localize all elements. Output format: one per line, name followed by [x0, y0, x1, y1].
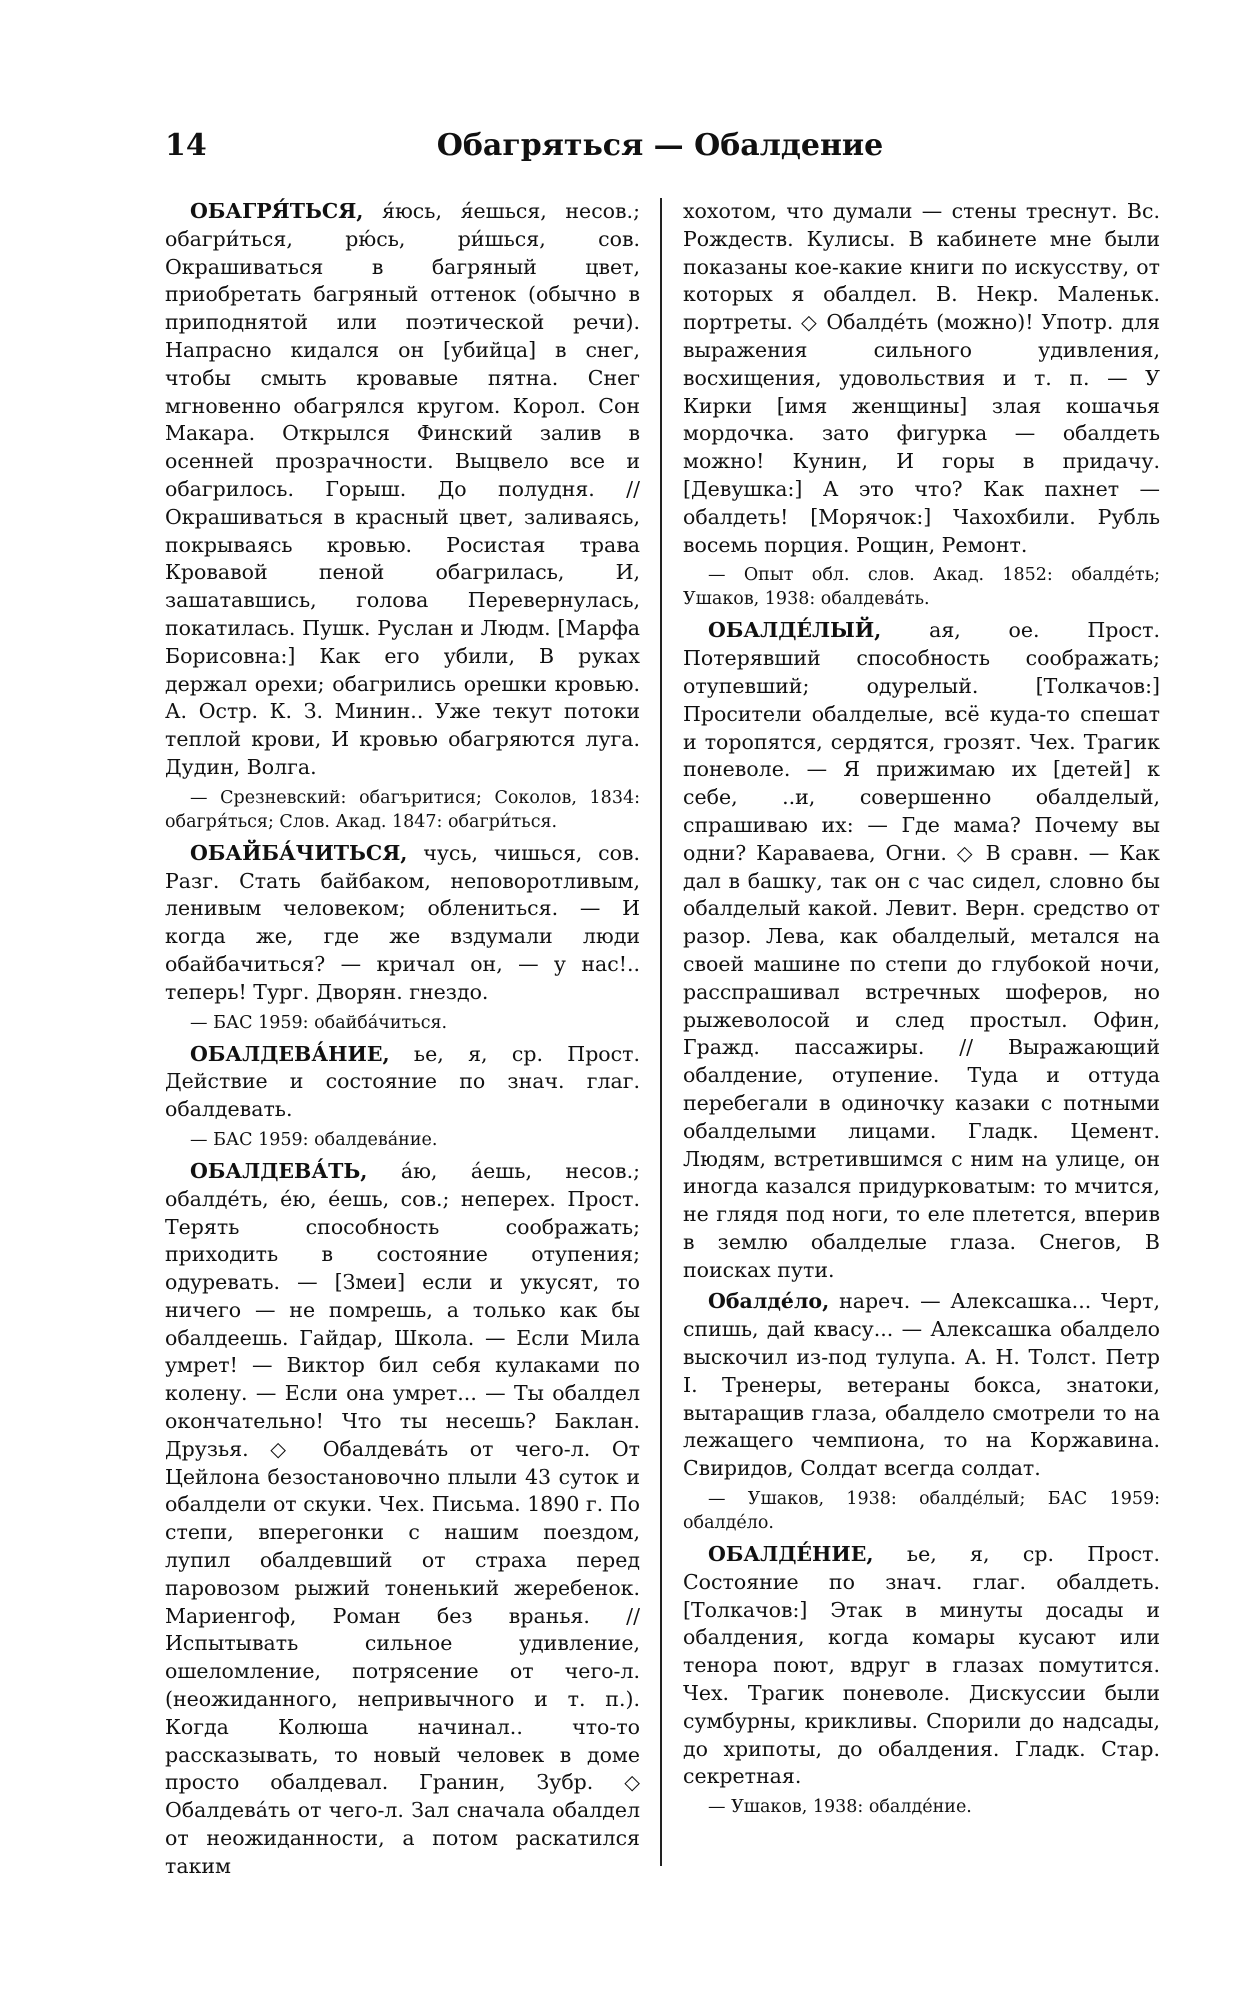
dictionary-entry: [165, 198, 640, 782]
etymology-note: — Срезневский: обагъритися; Соколов, 1834: обагря́ться; Слов. Акад. 1847: обагри́ться.: [165, 787, 640, 832]
dictionary-entry: [683, 1541, 1160, 1791]
headword: ОБАЛДЕ́ЛЫЙ,: [708, 618, 882, 643]
etymology-note: — БАС 1959: обайба́читься.: [190, 1012, 448, 1033]
headword: ОБАЛДЕ́НИЕ,: [708, 1542, 874, 1567]
page-header: [165, 128, 1155, 168]
etymology-note: — Опыт обл. слов. Акад. 1852: обалде́ть; Ушаков, 1938: обалдева́ть.: [683, 565, 1160, 610]
entry-text: чусь, чишься, сов. Разг. Стать байбаком, неповоротливым, ленивым человеком; облениться. — И когда же, где же вздумали люди обайбачиться? — кричал он, — у нас!.. теперь! Тург. Дворян. гнездо.: [165, 840, 640, 1004]
running-head: Обагряться — Обалдение: [436, 128, 884, 163]
entry-text: ье, я, ср. Прост. Действие и состояние по знач. глаг. обалдевать.: [165, 1041, 640, 1122]
column-divider: [660, 198, 662, 1866]
entry-text: а́ю, а́ешь, несов.; обалде́ть, е́ю, е́ешь, сов.; неперех. Прост. Терять способность соображать; приходить в состояние отупения; одуревать. — [Змеи] если и укусят, то ничего — не помрешь, а только как бы обалдеешь. Гайдар, Школа. — Если Мила умрет! — Виктор бил себя кулаками по колену. — Если она умрет... — Ты обалдел окончательно! Что ты несешь? Баклан. Друзья. ◇ Обалдева́ть от чего-л. От Цейлона безостановочно плыли 43 суток и обалдели от скуки. Чех. Письма. 1890 г. По степи, вперегонки с нашим поездом, лупил обалдевший от страха перед паровозом рыжий тоненький жеребенок. Мариенгоф, Роман без вранья. // Испытывать сильное удивление, ошеломление, потрясение от чего-л. (неожиданного, непривычного и т. п.). Когда Колюша начинал.. что-то рассказывать, то новый человек в доме просто обалдевал. Гранин, Зубр. ◇ Обалдева́ть от чего-л. Зал сначала обалдел от неожиданности, а потом раскатился таким: [165, 1158, 640, 1878]
left-column: [165, 198, 640, 1885]
dictionary-entry: [683, 617, 1160, 1284]
entry-text: я́юсь, я́ешься, несов.; обагри́ться, рю́сь, ри́шься, сов. Окрашиваться в багряный цвет, приобретать багряный оттенок (обычно в приподнятой или поэтической речи). Напрасно кидался он [убийца] в снег, чтобы смыть кровавые пятна. Снег мгновенно обагрялся кругом. Корол. Сон Макара. Открылся Финский залив в осенней прозрачности. Выцвело все и обагрилось. Горыш. До полудня. // Окрашиваться в красный цвет, заливаясь, покрываясь кровью. Росистая трава Кровавой пеной обагрилась, И, зашатавшись, голова Перевернулась, покатилась. Пушк. Руслан и Людм. [Марфа Борисовна:] Как его убили, В руках держал орехи; обагрились орешки кровью. А. Остр. К. З. Минин.. Уже текут потоки теплой крови, И кровью обагряются луга. Дудин, Волга.: [165, 199, 640, 779]
dictionary-entry: [165, 1041, 640, 1124]
headword: ОБАГРЯ́ТЬСЯ,: [190, 199, 364, 223]
etymology-note: — Ушаков, 1938: обалде́ние.: [708, 1797, 972, 1818]
entry-text: нареч. — Алексашка... Черт, спишь, дай квасу... — Алексашка обалдело выскочил из-под тулупа. А. Н. Толст. Петр I. Тренеры, ветераны бокса, знатоки, вытаращив глаза, обалдело смотрели то на лежащего чемпиона, то на Коржавина. Свиридов, Солдат всегда солдат.: [683, 1289, 1160, 1481]
entry-text: ая, ое. Прост. Потерявший способность соображать; отупевший; одурелый. [Толкачов:] Просители обалделые, всё куда-то спешат и торопятся, сердятся, грозят. Чех. Трагик поневоле. — Я прижимаю их [детей] к себе, ..и, совершенно обалделый, спрашиваю их: — Где мама? Почему вы одни? Караваева, Огни. ◇ В сравн. — Как дал в башку, так он с час сидел, словно бы обалделый какой. Левит. Верн. средство от разор. Лева, как обалделый, метался на своей машине по степи до глубокой ночи, расспрашивал встречных шоферов, но рыжеволосой и след простыл. Офин, Гражд. пассажиры. // Выражающий обалдение, отупение. Туда и оттуда перебегали в одиночку казаки с потными обалделыми лицами. Гладк. Цемент. Людям, встретившимся с ним на улице, он иногда казался придурковатым: то мчится, не глядя под ноги, то еле плетется, вперив в землю обалделые глаза. Снегов, В поисках пути.: [683, 618, 1160, 1282]
dictionary-entry: [165, 1158, 640, 1881]
headword: Обалде́ло,: [708, 1289, 830, 1314]
dictionary-entry: [683, 1288, 1160, 1483]
entry-continuation: хохотом, что думали — стены треснут. Вс. Рождеств. Кулисы. В кабинете мне были показаны кое-какие книги по искусству, от которых я обалдел. В. Некр. Маленьк. портреты. ◇ Обалде́ть (можно)! Употр. для выражения сильного удивления, восхищения, удовольствия и т. п. — У Кирки [имя женщины] злая кошачья мордочка. зато фигурка — обалдеть можно! Кунин, И горы в придачу. [Девушка:] А это что? Как пахнет — обалдеть! [Морячок:] Чахохбили. Рубль восемь порция. Рощин, Ремонт.: [683, 199, 1160, 557]
headword: ОБАЛДЕВА́ТЬ,: [190, 1158, 368, 1183]
headword: ОБАЙБА́ЧИТЬСЯ,: [190, 840, 408, 865]
etymology-note: — Ушаков, 1938: обалде́лый; БАС 1959: обалде́ло.: [683, 1489, 1160, 1534]
page-number: 14: [165, 128, 207, 163]
etymology-note: — БАС 1959: обалдева́ние.: [190, 1129, 438, 1150]
dictionary-entry: [165, 840, 640, 1007]
right-column: [683, 198, 1160, 1825]
headword: ОБАЛДЕВА́НИЕ,: [190, 1041, 390, 1066]
entry-text: ье, я, ср. Прост. Состояние по знач. глаг. обалдеть. [Толкачов:] Этак в минуты досады и обалдения, когда комары кусают или тенора поют, вдруг в глазах помутится. Чех. Трагик поневоле. Дискуссии были сумбурны, крикливы. Спорили до надсады, до хрипоты, до обалдения. Гладк. Стар. секретная.: [683, 1542, 1160, 1789]
